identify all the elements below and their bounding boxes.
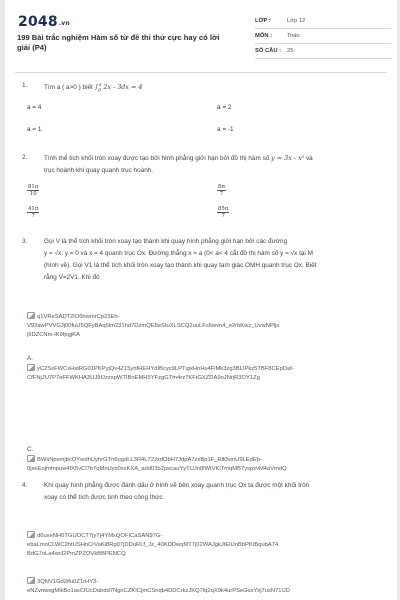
broken-image-icon	[27, 531, 35, 538]
meta-table	[255, 14, 391, 59]
broken-image-icon	[27, 364, 35, 371]
logo-text: 2048	[18, 14, 58, 30]
answer-option[interactable]: a = 1	[27, 126, 42, 133]
broken-image-icon	[27, 312, 35, 319]
fraction	[27, 206, 39, 219]
integral-upper: a	[98, 83, 102, 88]
image-alt-line: ebaLmoCLWC2htUSHnCrVaKi8Rp07jDDuRLf_Jz_40KDDwqMT7j02WAJgkJtElUnBbPKtBqubA74	[27, 541, 279, 548]
option-label-c: C.	[27, 446, 34, 453]
integral-lower: 0	[97, 88, 101, 94]
integral-expression: 2x - 3dx = 4	[103, 83, 143, 92]
meta-value: Toán	[287, 33, 300, 39]
image-alt-text: yC2SsFWCxHstRG01PKPyjQv4Z15yhfHEHYdIBcyc9LPTqixHnHs4FlMk3zg3BLIPkz5TBF8CEpDaf-	[37, 366, 294, 372]
image-alt-line	[27, 577, 375, 587]
image-alt-line: 0jxeEojmfnpuw4fX5vCl7b7qMnUys0ssKXA_add03b2pscauYyTUJn8lWtVKiTmqMB7yspxvM4aVmdQ	[27, 465, 287, 472]
image-alt-line	[27, 364, 375, 374]
question-line: y = √x, y = 0 và x = 4 quanh trục Ox. Đường thẳng x = a (0< a< 4 cắt đồ thị hàm số y = √x tại M	[44, 250, 313, 257]
question-line: Gọi V là thể tích khối tròn xoay tạo thành khi quay hình phẳng giới hạn bởi các đường	[44, 238, 288, 245]
fraction	[217, 184, 226, 197]
meta-key: SỐ CÂU :	[255, 48, 282, 54]
fraction-denominator: 10	[29, 191, 37, 197]
meta-row-count	[255, 44, 391, 59]
broken-image-option-a[interactable]	[27, 364, 375, 383]
question-3	[22, 236, 382, 284]
image-alt-text: BWsNpxmjbcOYwdhUyhrGTn6ugdLL3R4L72JxdObH7JdpA7zxBp1F_Rll0vmU9LEdEb-	[37, 457, 262, 463]
function-formula: y = 3x - x²	[271, 154, 305, 162]
image-alt-line	[27, 455, 375, 465]
meta-row-class	[255, 14, 391, 29]
fraction-denominator: 7	[219, 191, 224, 197]
question-1	[22, 80, 382, 97]
meta-row-subject	[255, 29, 391, 44]
broken-image-option-c[interactable]	[27, 455, 375, 474]
fraction-numerator: 41π	[28, 206, 39, 212]
question-line: xoay có thể tích được tính theo công thức	[44, 494, 163, 501]
fraction-numerator: 85π	[218, 206, 229, 212]
answer-option[interactable]: a = 4	[27, 104, 42, 111]
image-alt-line: eNZvnwxgMikBo1asCfUcDabdd7NgnCZKICjmCSnqb4DDCrkzJKQ7lq2qX9k4urPSeGsxYkj7usN71UD	[27, 587, 290, 594]
fraction-denominator: 7	[221, 213, 225, 219]
meta-key: LỚP :	[255, 18, 271, 24]
broken-image-icon	[27, 577, 35, 584]
question-number: 4.	[22, 482, 28, 489]
answer-option[interactable]	[27, 206, 39, 219]
meta-value: 25	[287, 48, 294, 54]
broken-image-q4	[27, 531, 375, 558]
question-number: 3.	[22, 238, 28, 245]
fraction-numerator: 8π	[218, 184, 225, 190]
question-line: Khi quay hình phẳng được đánh dấu ở hình vẽ bên xoay quanh trục Ox ta được một khối tròn	[44, 482, 310, 489]
question-4	[22, 480, 382, 504]
image-alt-line: V93awPVVGJj00fuU5QFyBAq5lm231hd7DzmQE8eStuXLSCQ2uuLFs6wvn4_e2rbKwz_UvwNPljs	[27, 322, 280, 329]
image-alt-line	[27, 531, 375, 541]
question-text	[44, 80, 380, 97]
question-number: 1.	[22, 82, 28, 89]
image-alt-text: 3QNV1Gd2ifu0Z1rHY3-	[37, 579, 99, 585]
document-page	[5, 0, 397, 600]
question-number: 2.	[22, 154, 28, 161]
fraction-numerator: 81π	[28, 184, 39, 190]
fraction	[217, 206, 229, 219]
question-text	[44, 480, 380, 504]
fraction	[27, 184, 39, 197]
answer-option[interactable]	[217, 206, 229, 219]
image-alt-line	[27, 312, 375, 322]
image-alt-line: CfFNjJU7P7eFFWKHA3UJ9fJzzspWTIBnEMH5YFzgGTm4rz7KFtGXZDA9oJNrjR3OY1Zg	[27, 374, 260, 381]
question-line: (hình vẽ). Gọi V1 là thể tích khối tròn xoay tạo thành khi quay tam giác OMH quanh trục Ox. Biết	[44, 262, 317, 269]
answer-option[interactable]: a = 2	[217, 104, 232, 111]
image-alt-line: j9DZCNm-lK9fpgjKA	[27, 331, 80, 338]
question-line: Tính thể tích khối tròn xoay được tạo bởi hình phẳng giới hạn bởi đồ thị hàm số	[44, 155, 270, 162]
answers-q1	[27, 100, 267, 140]
answers-q2	[27, 184, 267, 224]
page-header	[5, 0, 397, 72]
broken-image-q4-option[interactable]	[27, 577, 375, 596]
question-line: rằng V=2V1. Khi đó	[44, 274, 100, 281]
question-text	[44, 152, 380, 177]
image-alt-line: BdG7oLa4wcl2PmZPZOVkBBPENCQ	[27, 550, 126, 557]
question-stem: Tìm a ( a>0 ) biết	[44, 84, 93, 92]
image-alt-text: q1VReSADT2lO6hwmrCp23Eh-	[37, 314, 120, 320]
header-divider	[15, 72, 387, 73]
question-line: trục hoành khi quay quanh trục hoành.	[44, 167, 154, 174]
broken-image-icon	[27, 455, 35, 462]
answer-option[interactable]: a = -1	[217, 126, 234, 133]
document-title: 199 Bài trắc nghiệm Hàm số từ đề thi thử cực hay có lời giải (P4)	[17, 33, 220, 53]
site-logo[interactable]	[18, 14, 70, 30]
integral-sign: ∫	[94, 83, 98, 92]
answer-option[interactable]	[217, 184, 226, 197]
image-alt-text: d6uxeNH0TGUOCT7jyTj4YMxQOFICaSAN97G-	[37, 533, 163, 539]
meta-key: MÔN :	[255, 33, 273, 39]
question-2	[22, 152, 382, 177]
question-text	[44, 236, 380, 284]
meta-value: Lớp 12	[287, 18, 306, 24]
fraction-denominator: 7	[31, 213, 35, 219]
answer-option[interactable]	[27, 184, 39, 197]
question-line: và	[305, 155, 313, 162]
option-label-a: A.	[27, 355, 33, 362]
logo-suffix: .vn	[58, 20, 70, 27]
broken-image-q3	[27, 312, 375, 339]
